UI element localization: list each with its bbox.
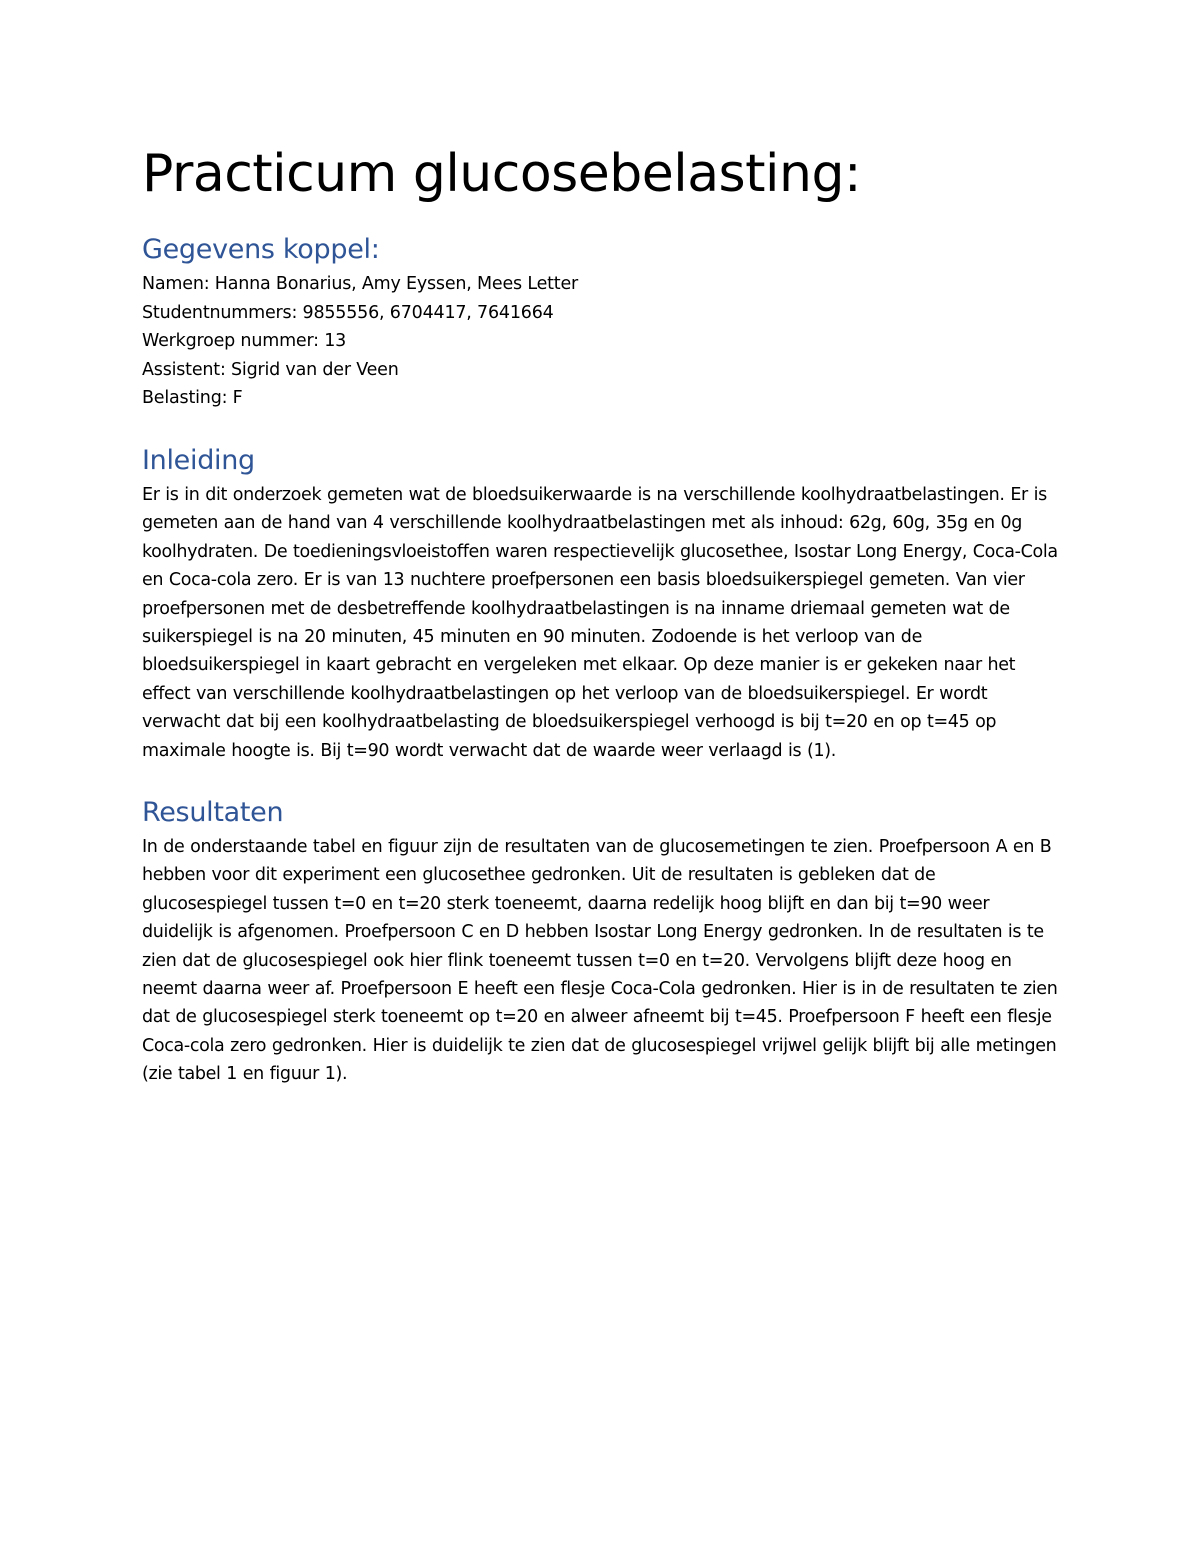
inleiding-paragraph: Er is in dit onderzoek gemeten wat de bloedsuikerwaarde is na verschillende koolhydraatbelastingen. Er is gemeten aan de hand van 4 verschillende koolhydraatbelastingen met als inhoud: 62g, 60g, 35g en 0g koolhydraten. De toedieningsvloeistoffen waren respectievelijk glucosethee, Isostar Long Energy, Coca-Cola en Coca-cola zero. Er is van 13 nuchtere proefpersonen een basis bloedsuikerspiegel gemeten. Van vier proefpersonen met de desbetreffende koolhydraatbelastingen is na inname driemaal gemeten wat de suikerspiegel is na 20 minuten, 45 minuten en 90 minuten. Zodoende is het verloop van de bloedsuikerspiegel in kaart gebracht en vergeleken met elkaar. Op deze manier is er gekeken naar het effect van verschillende koolhydraatbelastingen op het verloop van de bloedsuikerspiegel. Er wordt verwacht dat bij een koolhydraatbelasting de bloedsuikerspiegel verhoogd is bij t=20 en op t=45 op maximale hoogte is. Bij t=90 wordt verwacht dat de waarde weer verlaagd is (1). xyxy=(142,484,1058,761)
resultaten-paragraph: In de onderstaande tabel en figuur zijn de resultaten van de glucosemetingen te zien. Proefpersoon A en B hebben voor dit experiment een glucosethee gedronken. Uit de resultaten is gebleken dat de glucosespiegel tussen t=0 en t=20 sterk toeneemt, daarna redelijk hoog blijft en dan bij t=90 weer duidelijk is afgenomen. Proefpersoon C en D hebben Isostar Long Energy gedronken. In de resultaten is te zien dat de glucosespiegel ook hier flink toeneemt tussen t=0 en t=20. Vervolgens blijft deze hoog en neemt daarna weer af. Proefpersoon E heeft een flesje Coca-Cola gedronken. Hier is in de resultaten te zien dat de glucosespiegel sterk toeneemt op t=20 en alweer afneemt bij t=45. Proefpersoon F heeft een flesje Coca-cola zero gedronken. Hier is duidelijk te zien dat de glucosespiegel vrijwel gelijk blijft bij alle metingen (zie tabel 1 en figuur 1). xyxy=(142,837,1058,1085)
student-numbers-line: Studentnummers: 9855556, 6704417, 7641664 xyxy=(142,302,554,323)
section-heading-gegevens: Gegevens koppel: xyxy=(142,234,380,265)
section-heading-resultaten: Resultaten xyxy=(142,797,284,829)
workgroup-line: Werkgroep nummer: 13 xyxy=(142,331,347,352)
document-title: Practicum glucosebelasting: xyxy=(142,144,861,204)
document-content xyxy=(142,140,1062,1119)
assistant-line: Assistent: Sigrid van der Veen xyxy=(142,359,399,380)
belasting-line: Belasting: F xyxy=(142,388,243,409)
section-heading-inleiding: Inleiding xyxy=(142,444,255,476)
names-line: Namen: Hanna Bonarius, Amy Eyssen, Mees Letter xyxy=(142,274,579,294)
gegevens-block xyxy=(142,270,1062,413)
